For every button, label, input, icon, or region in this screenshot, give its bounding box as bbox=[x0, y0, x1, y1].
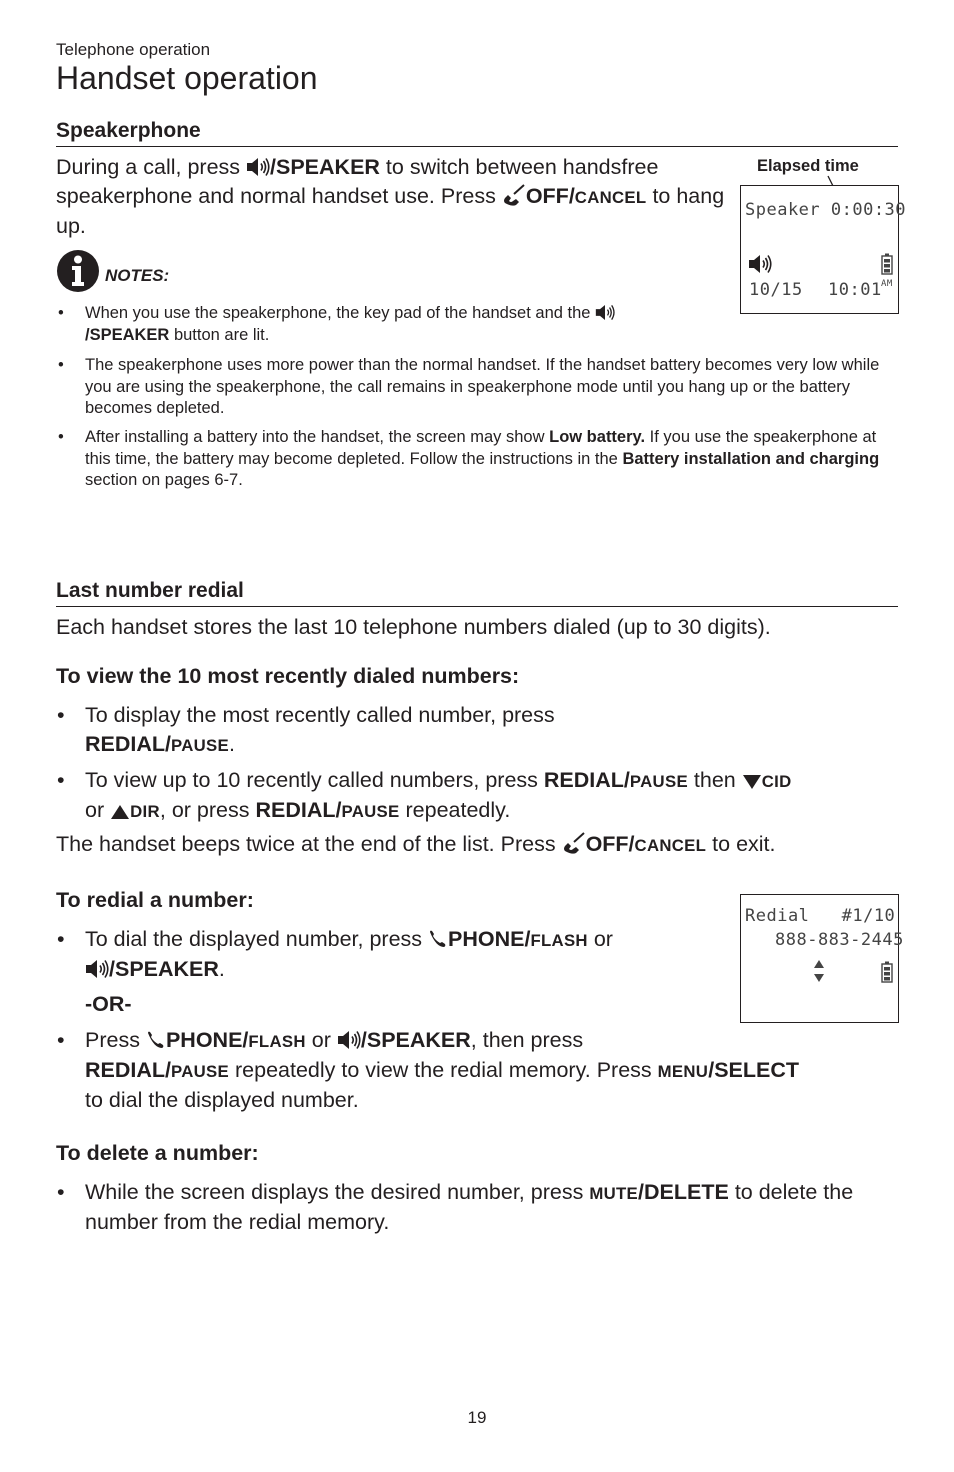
list-item: • To view up to 10 recently called numbers, press REDIAL/PAUSE then CID or DIR, or press REDIAL/PAUSE repeatedly. bbox=[57, 768, 792, 822]
page-title: Handset operation bbox=[56, 60, 318, 96]
screen-ampm: AM bbox=[881, 279, 893, 289]
screen-line-number: 888-883-2445 bbox=[775, 930, 904, 950]
section-heading-speakerphone: Speakerphone bbox=[56, 119, 898, 147]
phone-icon bbox=[428, 929, 448, 949]
down-arrow-icon bbox=[742, 774, 762, 790]
battery-icon bbox=[881, 253, 893, 275]
speaker-icon bbox=[246, 157, 270, 177]
phone-icon bbox=[146, 1030, 166, 1050]
handset-screen-redial bbox=[740, 894, 904, 1023]
speaker-icon bbox=[595, 304, 615, 321]
up-arrow-icon bbox=[110, 804, 130, 820]
note-item: • When you use the speakerphone, the key pad of the handset and the /SPEAKER button are lit. bbox=[85, 303, 685, 346]
up-down-arrows-icon bbox=[813, 959, 825, 983]
list-item: • While the screen displays the desired number, press MUTE/DELETE to delete the number from the redial memory. bbox=[57, 1180, 854, 1234]
subheading-redial: To redial a number: bbox=[56, 888, 254, 912]
screen-date: 10/15 bbox=[749, 280, 803, 300]
elapsed-time-callout: Elapsed time bbox=[757, 157, 859, 175]
off-cancel-icon bbox=[562, 832, 586, 854]
speaker-icon bbox=[337, 1030, 361, 1050]
screen-time: 10:01 bbox=[828, 280, 882, 300]
subheading-view: To view the 10 most recently dialed numbers: bbox=[56, 664, 520, 688]
off-cancel-icon bbox=[502, 184, 526, 206]
handset-screen-speaker bbox=[740, 185, 907, 314]
note-item: • After installing a battery into the handset, the screen may show Low battery. If you use the speakerphone at this time, the battery may become depleted. Follow the instructions in the Battery installation and charging section on pages 6-7. bbox=[58, 428, 880, 489]
screen-line-redial: Redial #1/10 bbox=[745, 906, 896, 926]
note-item: • The speakerphone uses more power than the normal handset. If the handset battery becomes very low while you are using the speakerphone, the call remains in speakerphone mode until you hang up or the battery becomes depleted. bbox=[58, 356, 880, 417]
chapter-label: Telephone operation bbox=[56, 40, 211, 59]
subheading-delete: To delete a number: bbox=[56, 1141, 259, 1165]
page-number: 19 bbox=[467, 1408, 487, 1427]
speaker-icon bbox=[747, 254, 773, 274]
battery-icon bbox=[881, 961, 893, 983]
list-item: • Press PHONE/FLASH or /SPEAKER, then press REDIAL/PAUSE repeatedly to view the redial memory. Press MENU/SELECT to dial the displayed number. bbox=[57, 1028, 800, 1112]
speaker-icon bbox=[85, 959, 109, 979]
speakerphone-paragraph: During a call, press /SPEAKER to switch between handsfree speakerphone and normal handset use. Press OFF/CANCEL to hang up. bbox=[56, 155, 725, 238]
beeps-paragraph: The handset beeps twice at the end of the list. Press OFF/CANCEL to exit. bbox=[56, 832, 776, 856]
or-separator: -OR- bbox=[85, 992, 132, 1016]
notes-label: NOTES: bbox=[105, 266, 170, 285]
list-item: • To dial the displayed number, press PHONE/FLASH or /SPEAKER. bbox=[57, 927, 613, 981]
section-heading-redial: Last number redial bbox=[56, 579, 898, 607]
list-item: • To display the most recently called number, press REDIAL/PAUSE. bbox=[57, 703, 555, 756]
redial-intro: Each handset stores the last 10 telephone numbers dialed (up to 30 digits). bbox=[56, 615, 771, 639]
screen-line-speaker: Speaker 0:00:30 bbox=[745, 200, 907, 220]
info-icon bbox=[56, 249, 100, 293]
